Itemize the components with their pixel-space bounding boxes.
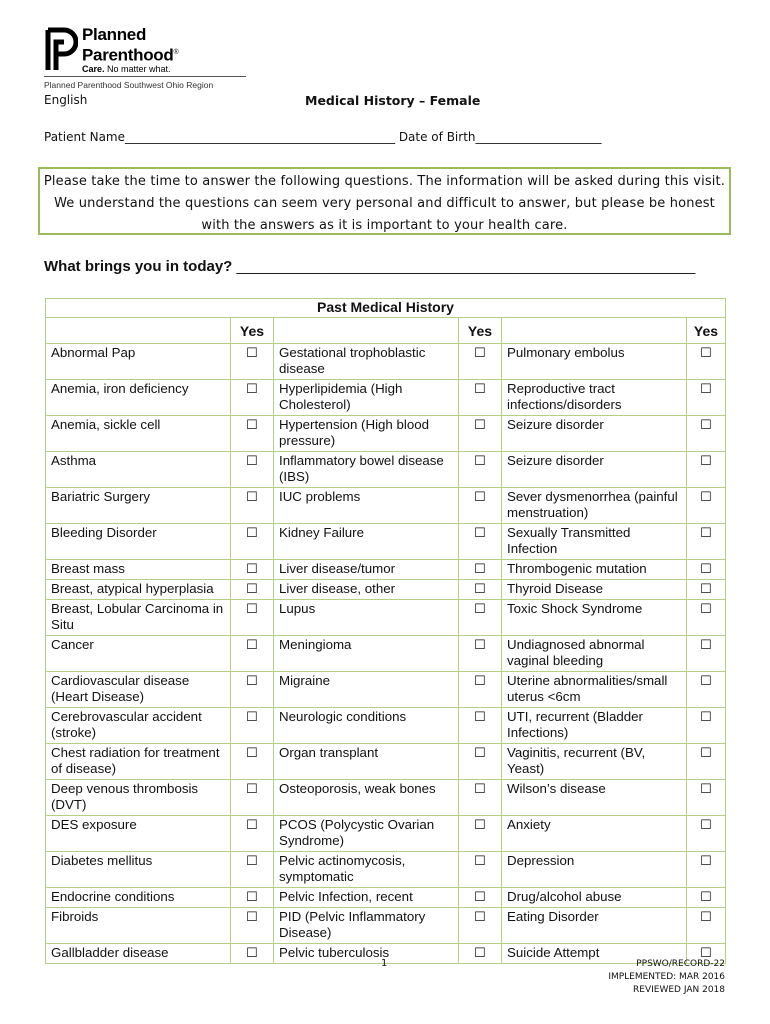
yes-checkbox[interactable]: ☐	[231, 852, 274, 888]
condition-label: Undiagnosed abnormal vaginal bleeding	[502, 636, 687, 672]
yes-checkbox[interactable]: ☐	[459, 944, 502, 964]
patient-info-line	[44, 130, 602, 144]
condition-label: Diabetes mellitus	[46, 852, 231, 888]
yes-checkbox[interactable]: ☐	[459, 672, 502, 708]
table-row	[46, 488, 726, 524]
yes-checkbox[interactable]: ☐	[687, 560, 726, 580]
form-title: Medical History – Female	[305, 93, 481, 108]
yes-checkbox[interactable]: ☐	[231, 580, 274, 600]
table-row	[46, 852, 726, 888]
condition-label: Fibroids	[46, 908, 231, 944]
table-row	[46, 708, 726, 744]
table-row	[46, 560, 726, 580]
condition-label: PID (Pelvic Inflammatory Disease)	[274, 908, 459, 944]
condition-label: Abnormal Pap	[46, 344, 231, 380]
condition-label: IUC problems	[274, 488, 459, 524]
table-caption: Past Medical History	[46, 299, 726, 318]
condition-label: DES exposure	[46, 816, 231, 852]
header-yes: Yes	[459, 318, 502, 344]
yes-checkbox[interactable]: ☐	[231, 672, 274, 708]
table-row	[46, 580, 726, 600]
condition-label: Toxic Shock Syndrome	[502, 600, 687, 636]
yes-checkbox[interactable]: ☐	[231, 780, 274, 816]
condition-label: Bleeding Disorder	[46, 524, 231, 560]
condition-label: Pelvic actinomycosis, symptomatic	[274, 852, 459, 888]
yes-checkbox[interactable]: ☐	[231, 452, 274, 488]
header-condition-col	[274, 318, 459, 344]
table-row	[46, 908, 726, 944]
yes-checkbox[interactable]: ☐	[231, 488, 274, 524]
yes-checkbox[interactable]: ☐	[459, 344, 502, 380]
visit-reason-field[interactable]: _______________________________________________________	[232, 258, 696, 275]
table-row	[46, 416, 726, 452]
condition-label: Anemia, iron deficiency	[46, 380, 231, 416]
yes-checkbox[interactable]: ☐	[231, 560, 274, 580]
yes-checkbox[interactable]: ☐	[459, 524, 502, 560]
condition-label: Anemia, sickle cell	[46, 416, 231, 452]
condition-label: Hyperlipidemia (High Cholesterol)	[274, 380, 459, 416]
table-row	[46, 344, 726, 380]
yes-checkbox[interactable]: ☐	[687, 580, 726, 600]
header-condition-col	[502, 318, 687, 344]
yes-checkbox[interactable]: ☐	[459, 744, 502, 780]
yes-checkbox[interactable]: ☐	[687, 780, 726, 816]
condition-label: Osteoporosis, weak bones	[274, 780, 459, 816]
condition-label: Gallbladder disease	[46, 944, 231, 964]
yes-checkbox[interactable]: ☐	[687, 416, 726, 452]
header-yes: Yes	[231, 318, 274, 344]
yes-checkbox[interactable]: ☐	[459, 416, 502, 452]
page-number: 1	[381, 958, 388, 969]
yes-checkbox[interactable]: ☐	[231, 816, 274, 852]
yes-checkbox[interactable]: ☐	[231, 344, 274, 380]
condition-label: Sexually Transmitted Infection	[502, 524, 687, 560]
yes-checkbox[interactable]: ☐	[459, 852, 502, 888]
planned-parenthood-logo	[44, 26, 254, 96]
dob-label: Date of Birth	[395, 130, 476, 144]
condition-label: Asthma	[46, 452, 231, 488]
yes-checkbox[interactable]: ☐	[459, 600, 502, 636]
condition-label: Cerebrovascular accident (stroke)	[46, 708, 231, 744]
condition-label: Thrombogenic mutation	[502, 560, 687, 580]
yes-checkbox[interactable]: ☐	[459, 580, 502, 600]
yes-checkbox[interactable]: ☐	[459, 636, 502, 672]
logo-divider	[44, 76, 246, 77]
yes-checkbox[interactable]: ☐	[459, 380, 502, 416]
yes-checkbox[interactable]: ☐	[687, 600, 726, 636]
condition-label: Cancer	[46, 636, 231, 672]
yes-checkbox[interactable]: ☐	[687, 672, 726, 708]
yes-checkbox[interactable]: ☐	[231, 708, 274, 744]
table-row	[46, 524, 726, 560]
yes-checkbox[interactable]: ☐	[231, 636, 274, 672]
condition-label: Chest radiation for treatment of disease)	[46, 744, 231, 780]
yes-checkbox[interactable]: ☐	[459, 452, 502, 488]
visit-reason	[44, 258, 695, 275]
condition-label: Breast, atypical hyperplasia	[46, 580, 231, 600]
condition-label: Migraine	[274, 672, 459, 708]
condition-label: Neurologic conditions	[274, 708, 459, 744]
logo-tagline: Care. No matter what.	[82, 64, 171, 74]
yes-checkbox[interactable]: ☐	[459, 488, 502, 524]
yes-checkbox[interactable]: ☐	[459, 888, 502, 908]
patient-name-field[interactable]: _____________________________________________	[125, 130, 395, 144]
condition-label: Gestational trophoblastic disease	[274, 344, 459, 380]
yes-checkbox[interactable]: ☐	[231, 908, 274, 944]
condition-label: Hypertension (High blood pressure)	[274, 416, 459, 452]
yes-checkbox[interactable]: ☐	[459, 560, 502, 580]
condition-label: Organ transplant	[274, 744, 459, 780]
table-row	[46, 636, 726, 672]
condition-label: Meningioma	[274, 636, 459, 672]
condition-label: Pelvic Infection, recent	[274, 888, 459, 908]
yes-checkbox[interactable]: ☐	[231, 744, 274, 780]
condition-label: Breast, Lobular Carcinoma in Situ	[46, 600, 231, 636]
table-row	[46, 744, 726, 780]
condition-label: Suicide Attempt	[502, 944, 687, 964]
condition-label: Depression	[502, 852, 687, 888]
table-row	[46, 672, 726, 708]
condition-label: Drug/alcohol abuse	[502, 888, 687, 908]
patient-name-label: Patient Name	[44, 130, 125, 144]
table-row	[46, 888, 726, 908]
yes-checkbox[interactable]: ☐	[231, 524, 274, 560]
condition-label: Liver disease, other	[274, 580, 459, 600]
record-code: PPSWO/RECORD-22	[636, 959, 725, 969]
condition-label: Pelvic tuberculosis	[274, 944, 459, 964]
condition-label: PCOS (Polycystic Ovarian Syndrome)	[274, 816, 459, 852]
condition-label: Breast mass	[46, 560, 231, 580]
yes-checkbox[interactable]: ☐	[687, 488, 726, 524]
yes-checkbox[interactable]: ☐	[231, 944, 274, 964]
pp-logo-icon	[44, 26, 78, 72]
condition-label: UTI, recurrent (Bladder Infections)	[502, 708, 687, 744]
condition-label: Uterine abnormalities/small uterus <6cm	[502, 672, 687, 708]
language-label: English	[44, 93, 88, 107]
condition-label: Thyroid Disease	[502, 580, 687, 600]
table-row	[46, 380, 726, 416]
condition-label: Deep venous thrombosis (DVT)	[46, 780, 231, 816]
instructions-box: Please take the time to answer the following questions. The information will be asked during this visit. We understand the questions can seem very personal and difficult to answer, but please be honest with the answers as it is important to your health care.	[38, 167, 731, 235]
yes-checkbox[interactable]: ☐	[687, 852, 726, 888]
yes-checkbox[interactable]: ☐	[687, 708, 726, 744]
yes-checkbox[interactable]: ☐	[459, 780, 502, 816]
yes-checkbox[interactable]: ☐	[459, 908, 502, 944]
yes-checkbox[interactable]: ☐	[459, 816, 502, 852]
header-condition-col	[46, 318, 231, 344]
table-row	[46, 816, 726, 852]
yes-checkbox[interactable]: ☐	[687, 816, 726, 852]
yes-checkbox[interactable]: ☐	[231, 380, 274, 416]
condition-label: Vaginitis, recurrent (BV, Yeast)	[502, 744, 687, 780]
reviewed-date: REVIEWED JAN 2018	[633, 985, 725, 995]
condition-label: Bariatric Surgery	[46, 488, 231, 524]
logo-region: Planned Parenthood Southwest Ohio Region	[44, 80, 214, 90]
yes-checkbox[interactable]: ☐	[687, 452, 726, 488]
condition-label: Sever dysmenorrhea (painful menstruation)	[502, 488, 687, 524]
condition-label: Endocrine conditions	[46, 888, 231, 908]
table-row	[46, 452, 726, 488]
yes-checkbox[interactable]: ☐	[687, 908, 726, 944]
yes-checkbox[interactable]: ☐	[231, 888, 274, 908]
yes-checkbox[interactable]: ☐	[687, 636, 726, 672]
condition-label: Kidney Failure	[274, 524, 459, 560]
header-yes: Yes	[687, 318, 726, 344]
condition-label: Eating Disorder	[502, 908, 687, 944]
yes-checkbox[interactable]: ☐	[687, 944, 726, 964]
implemented-date: IMPLEMENTED: MAR 2016	[608, 972, 725, 982]
table-row	[46, 780, 726, 816]
condition-label: Reproductive tract infections/disorders	[502, 380, 687, 416]
yes-checkbox[interactable]: ☐	[687, 524, 726, 560]
yes-checkbox[interactable]: ☐	[459, 708, 502, 744]
table-row	[46, 600, 726, 636]
yes-checkbox[interactable]: ☐	[231, 600, 274, 636]
condition-label: Pulmonary embolus	[502, 344, 687, 380]
yes-checkbox[interactable]: ☐	[687, 888, 726, 908]
condition-label: Liver disease/tumor	[274, 560, 459, 580]
visit-reason-label: What brings you in today?	[44, 258, 233, 275]
dob-field[interactable]: _____________________	[475, 130, 602, 144]
condition-label: Cardiovascular disease (Heart Disease)	[46, 672, 231, 708]
logo-name: Planned Parenthood®	[82, 25, 179, 65]
yes-checkbox[interactable]: ☐	[231, 416, 274, 452]
yes-checkbox[interactable]: ☐	[687, 344, 726, 380]
yes-checkbox[interactable]: ☐	[687, 744, 726, 780]
condition-label: Wilson’s disease	[502, 780, 687, 816]
past-medical-history-table	[45, 298, 726, 964]
yes-checkbox[interactable]: ☐	[687, 380, 726, 416]
condition-label: Lupus	[274, 600, 459, 636]
condition-label: Anxiety	[502, 816, 687, 852]
condition-label: Inflammatory bowel disease (IBS)	[274, 452, 459, 488]
condition-label: Seizure disorder	[502, 452, 687, 488]
condition-label: Seizure disorder	[502, 416, 687, 452]
form-footer	[608, 958, 725, 997]
